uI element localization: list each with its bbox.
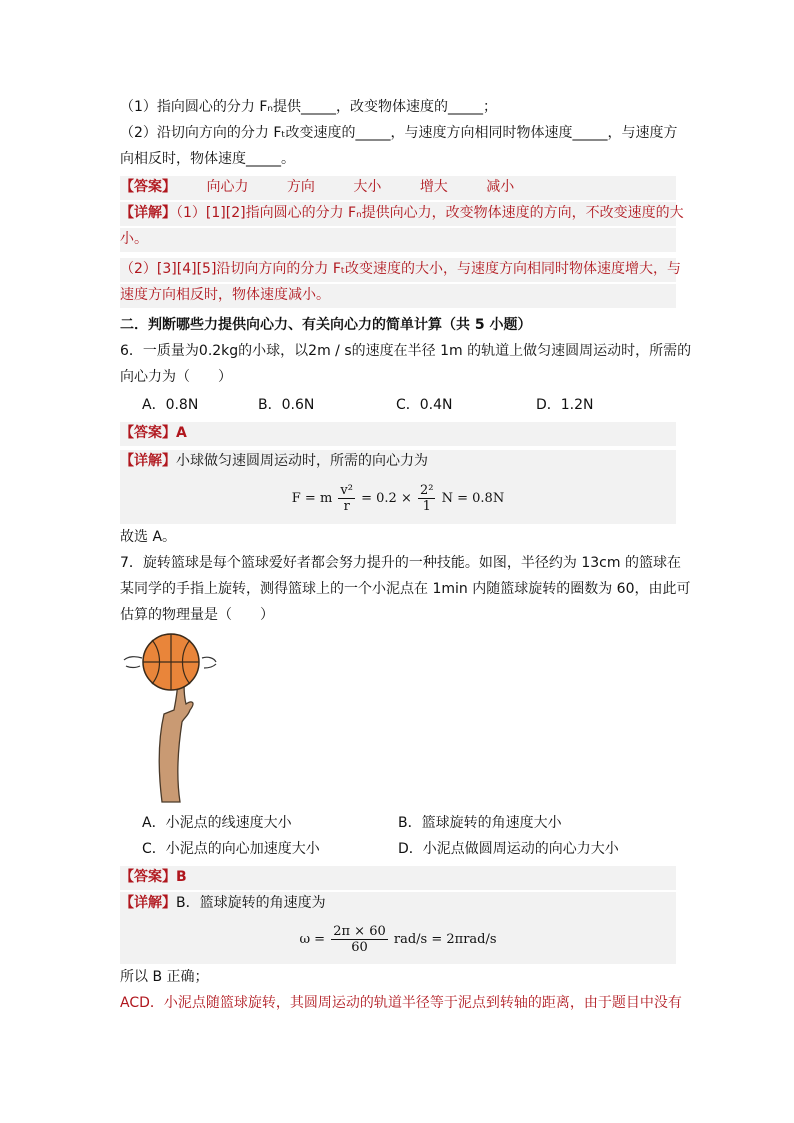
formula-part: N = 0.8N bbox=[441, 491, 505, 506]
spinning-basketball-figure bbox=[118, 630, 228, 808]
detail-5-c: （2）[3][4][5]沿切向方向的分力 Fₜ改变速度的大小，与速度方向相同时物体速度增大，与 bbox=[120, 258, 676, 282]
detail-7-c: ACD．小泥点随篮球旋转，其圆周运动的轨道半径等于泥点到转轴的距离，由于题目中没有 bbox=[120, 995, 682, 1011]
conclusion-6 bbox=[120, 526, 676, 550]
detail-label: 【详解】 bbox=[120, 453, 176, 469]
answer-6: 【答案】A bbox=[120, 422, 676, 446]
answer-item: 增大 bbox=[419, 179, 448, 195]
formula-7 bbox=[120, 916, 676, 964]
option-a: A．小泥点的线速度大小 bbox=[142, 815, 292, 831]
fraction bbox=[331, 924, 388, 955]
fraction bbox=[418, 483, 435, 514]
answer-item: 方向 bbox=[286, 179, 315, 195]
q5-part2-cont: 向相反时，物体速度_____。 bbox=[120, 151, 295, 167]
detail-text: B．篮球旋转的角速度为 bbox=[176, 895, 326, 911]
q7-stem-cont2: 估算的物理量是（ ） bbox=[120, 607, 274, 623]
answer-item: 减小 bbox=[486, 179, 515, 195]
option-d: D．1.2N bbox=[536, 397, 594, 413]
fraction bbox=[338, 483, 355, 514]
q7-options-row1 bbox=[120, 812, 676, 836]
arm-icon bbox=[159, 676, 193, 802]
formula-part: = 0.2 × bbox=[361, 491, 412, 506]
q6-options bbox=[120, 394, 676, 418]
q7-stem-cont1: 某同学的手指上旋转，测得篮球上的一个小泥点在 1min 内随篮球旋转的圈数为 60，由此可 bbox=[120, 581, 691, 597]
formula-part: F = m bbox=[291, 491, 333, 506]
detail-7 bbox=[120, 892, 676, 916]
option-d: D．小泥点做圆周运动的向心力大小 bbox=[398, 841, 619, 857]
numerator: v² bbox=[340, 483, 353, 498]
detail-5-a bbox=[120, 202, 684, 226]
detail-text: （1）[1][2]指向圆心的分力 Fₙ提供向心力，改变物体速度的方向，不改变速度的大 bbox=[176, 205, 684, 221]
answer-label: 【答案】 bbox=[120, 179, 176, 195]
q5-part2: （2）沿切向方向的分力 Fₜ改变速度的_____，与速度方向相同时物体速度_____，与速度方 bbox=[120, 125, 678, 141]
section-heading: 二．判断哪些力提供向心力、有关向心力的简单计算（共 5 小题） bbox=[120, 317, 532, 333]
detail-5-b: 小。 bbox=[120, 228, 676, 252]
formula-6 bbox=[120, 474, 676, 524]
formula-part: rad/s = 2πrad/s bbox=[393, 932, 497, 947]
answer-item: 大小 bbox=[353, 179, 382, 195]
option-b: B．0.6N bbox=[258, 397, 315, 413]
detail-5-d: 速度方向相反时，物体速度减小。 bbox=[120, 284, 676, 308]
denominator: r bbox=[343, 499, 350, 514]
detail-7-b: 所以 B 正确； bbox=[120, 969, 209, 985]
q7-stem: 7．旋转篮球是每个篮球爱好者都会努力提升的一种技能。如图，半径约为 13cm 的篮球在 bbox=[120, 555, 681, 571]
conclusion-text: 故选 A。 bbox=[120, 529, 177, 545]
answer-7: 【答案】B bbox=[120, 866, 676, 890]
denominator: 1 bbox=[422, 499, 431, 514]
option-b: B．篮球旋转的角速度大小 bbox=[398, 815, 562, 831]
option-a: A．0.8N bbox=[142, 397, 199, 413]
option-c: C．小泥点的向心加速度大小 bbox=[142, 841, 320, 857]
numerator: 2π × 60 bbox=[333, 924, 386, 939]
q5-part1: （1）指向圆心的分力 Fₙ提供_____，改变物体速度的_____； bbox=[120, 99, 497, 115]
q7-options-row2 bbox=[120, 838, 676, 862]
detail-label: 【详解】 bbox=[120, 205, 176, 221]
option-c: C．0.4N bbox=[396, 397, 453, 413]
answer-item: 向心力 bbox=[206, 179, 249, 195]
formula-part: ω = bbox=[299, 932, 326, 947]
detail-6 bbox=[120, 450, 676, 474]
numerator: 2² bbox=[420, 483, 434, 498]
detail-text: 小球做匀速圆周运动时，所需的向心力为 bbox=[176, 453, 428, 469]
answer-5 bbox=[120, 176, 676, 200]
detail-label: 【详解】 bbox=[120, 895, 176, 911]
q6-stem-cont: 向心力为（ ） bbox=[120, 369, 232, 385]
q6-stem: 6．一质量为0.2kg的小球，以2m / s的速度在半径 1m 的轨道上做匀速圆周运动时，所需的 bbox=[120, 343, 692, 359]
denominator: 60 bbox=[351, 940, 368, 955]
